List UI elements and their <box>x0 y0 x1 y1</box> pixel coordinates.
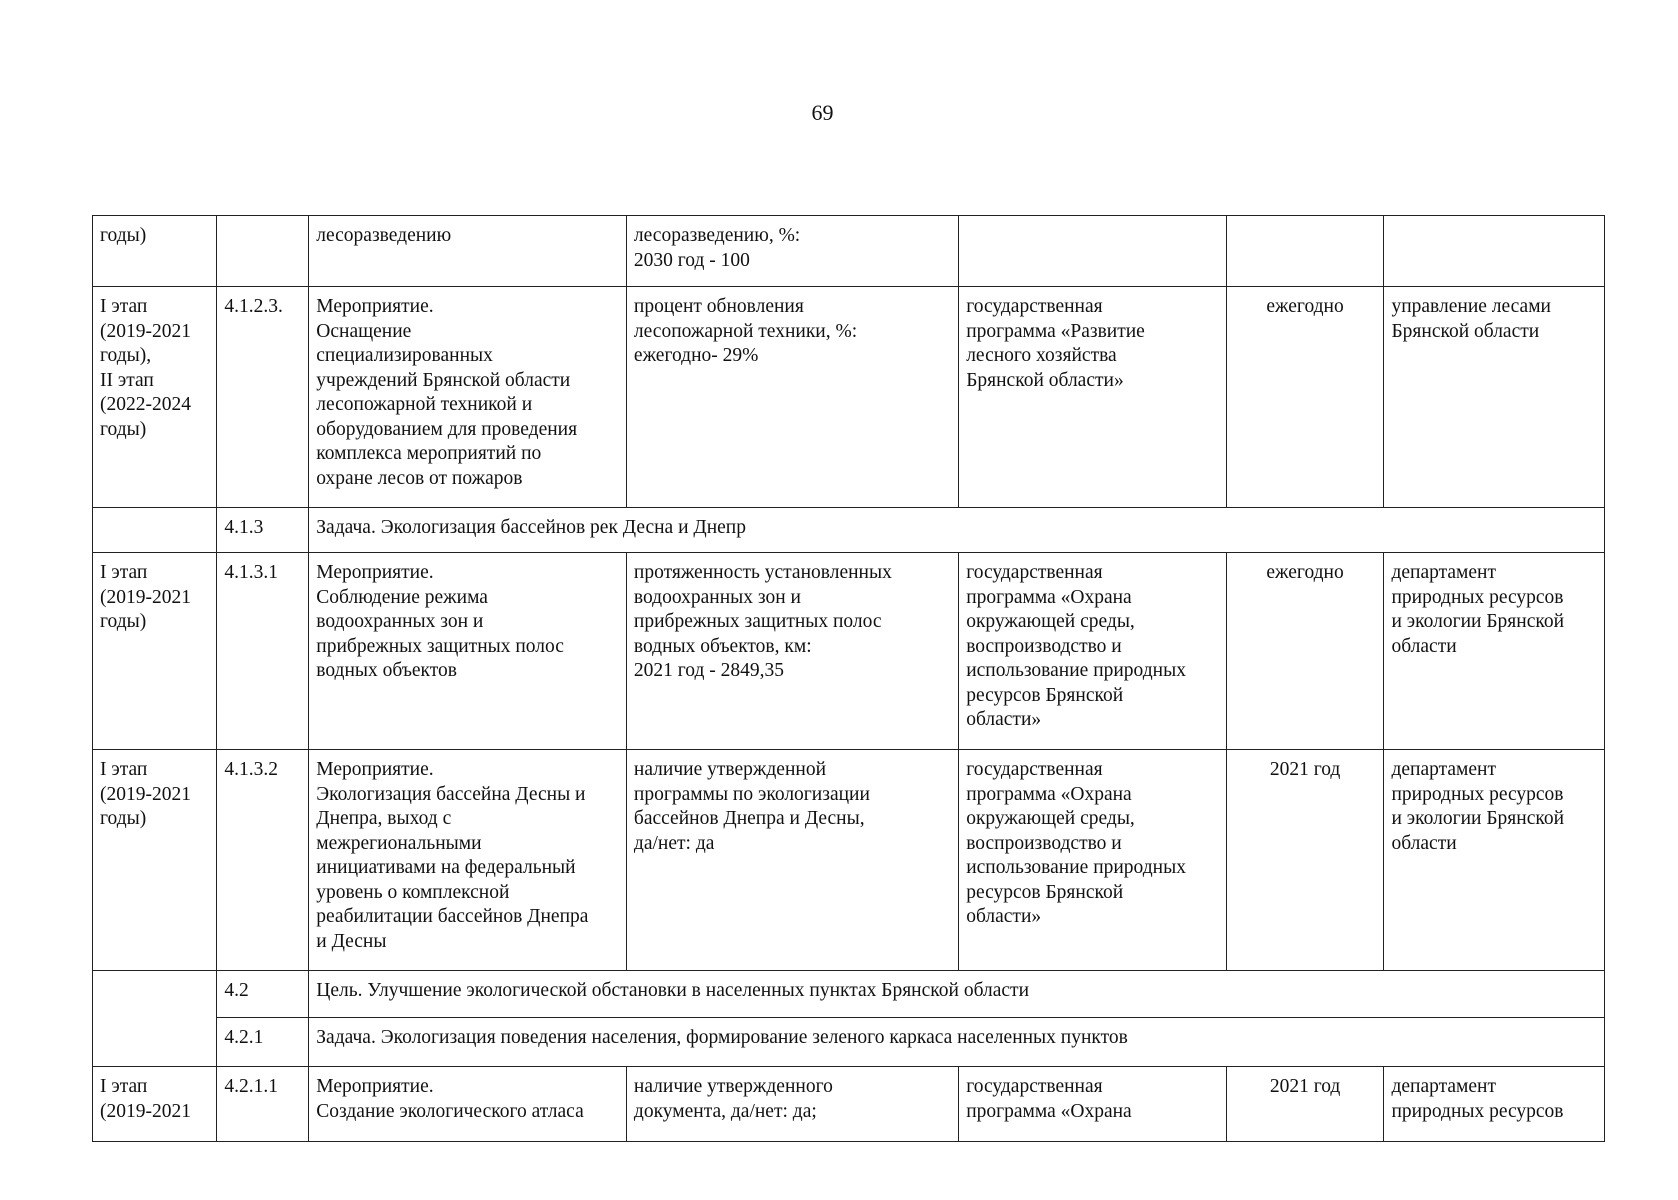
indicator-cell: процент обновления лесопожарной техники, %: ежегодно- 29% <box>626 287 958 508</box>
period-cell: ежегодно <box>1226 553 1384 750</box>
code-cell: 4.1.3.1 <box>217 553 309 750</box>
goal-heading-cell: Цель. Улучшение экологической обстановки в населенных пунктах Брянской области <box>309 971 1605 1018</box>
responsible-cell <box>1384 216 1605 287</box>
stage-cell: I этап (2019-2021 годы), II этап (2022-2024 годы) <box>93 287 217 508</box>
program-cell: государственная программа «Охрана окружающей среды, воспроизводство и использование природных ресурсов Брянской области» <box>959 553 1226 750</box>
program-cell: государственная программа «Развитие лесного хозяйства Брянской области» <box>959 287 1226 508</box>
indicator-cell: протяженность установленных водоохранных зон и прибрежных защитных полос водных объектов, км: 2021 год - 2849,35 <box>626 553 958 750</box>
table-row <box>93 1067 1605 1142</box>
period-cell: 2021 год <box>1226 1067 1384 1142</box>
stage-cell <box>93 508 217 553</box>
page-number: 69 <box>811 100 834 125</box>
activity-cell: Мероприятие. Создание экологического атласа <box>309 1067 627 1142</box>
indicator-cell: лесоразведению, %: 2030 год - 100 <box>626 216 958 287</box>
program-cell <box>959 216 1226 287</box>
code-cell: 4.2.1 <box>217 1018 309 1067</box>
period-cell <box>1226 216 1384 287</box>
responsible-cell: департамент природных ресурсов <box>1384 1067 1605 1142</box>
stage-cell: I этап (2019-2021 годы) <box>93 553 217 750</box>
code-cell: 4.1.2.3. <box>217 287 309 508</box>
table-row <box>93 553 1605 750</box>
indicator-cell: наличие утвержденной программы по экологизации бассейнов Днепра и Десны, да/нет: да <box>626 750 958 971</box>
table-row <box>93 1018 1605 1067</box>
program-cell: государственная программа «Охрана окружающей среды, воспроизводство и использование природных ресурсов Брянской области» <box>959 750 1226 971</box>
period-cell: ежегодно <box>1226 287 1384 508</box>
table-row <box>93 508 1605 553</box>
table-row <box>93 750 1605 971</box>
code-cell <box>217 216 309 287</box>
task-heading-cell: Задача. Экологизация бассейнов рек Десна и Днепр <box>309 508 1605 553</box>
code-cell: 4.1.3 <box>217 508 309 553</box>
activity-cell: Мероприятие. Оснащение специализированных учреждений Брянской области лесопожарной техникой и оборудованием для проведения комплекса мероприятий по охране лесов от пожаров <box>309 287 627 508</box>
program-cell: государственная программа «Охрана <box>959 1067 1226 1142</box>
indicator-cell: наличие утвержденного документа, да/нет: да; <box>626 1067 958 1142</box>
table-row <box>93 287 1605 508</box>
stage-cell <box>93 971 217 1067</box>
stage-cell: годы) <box>93 216 217 287</box>
responsible-cell: департамент природных ресурсов и экологии Брянской области <box>1384 750 1605 971</box>
activity-cell: Мероприятие. Экологизация бассейна Десны и Днепра, выход с межрегиональными инициативами на федеральный уровень о комплексной реабилитации бассейнов Днепра и Десны <box>309 750 627 971</box>
stage-cell: I этап (2019-2021 <box>93 1067 217 1142</box>
responsible-cell: департамент природных ресурсов и экологии Брянской области <box>1384 553 1605 750</box>
activity-cell: лесоразведению <box>309 216 627 287</box>
responsible-cell: управление лесами Брянской области <box>1384 287 1605 508</box>
table-row <box>93 971 1605 1018</box>
period-cell: 2021 год <box>1226 750 1384 971</box>
code-cell: 4.2.1.1 <box>217 1067 309 1142</box>
measures-table <box>92 215 1605 1142</box>
task-heading-cell: Задача. Экологизация поведения населения, формирование зеленого каркаса населенных пунктов <box>309 1018 1605 1067</box>
code-cell: 4.2 <box>217 971 309 1018</box>
table-row <box>93 216 1605 287</box>
activity-cell: Мероприятие. Соблюдение режима водоохранных зон и прибрежных защитных полос водных объектов <box>309 553 627 750</box>
code-cell: 4.1.3.2 <box>217 750 309 971</box>
stage-cell: I этап (2019-2021 годы) <box>93 750 217 971</box>
